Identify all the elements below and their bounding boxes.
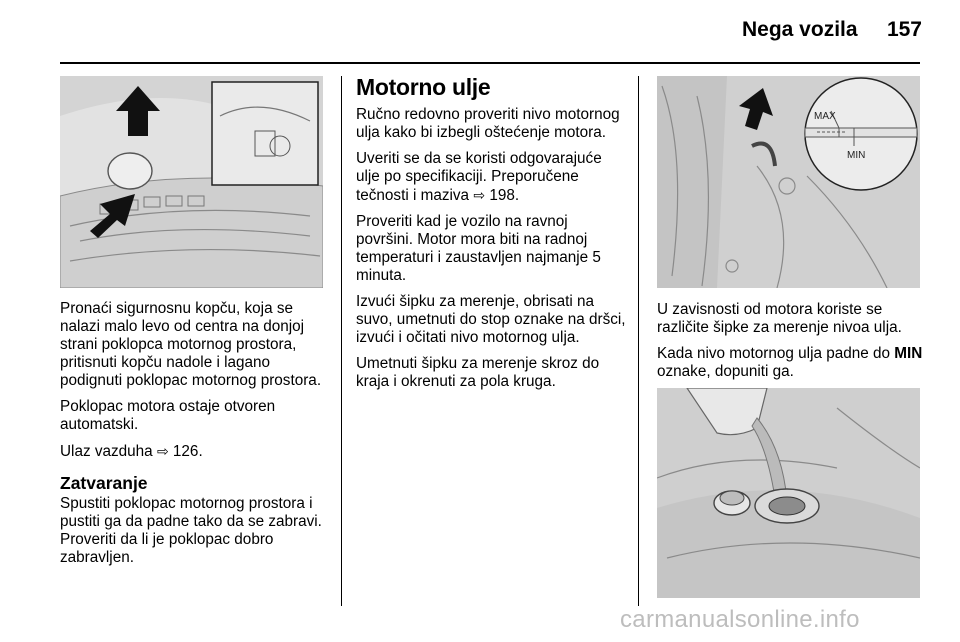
oil-check-paragraph: Ručno redovno proveriti nivo motornog ulja kako bi izbegli oštećenje motora.: [356, 106, 620, 141]
closing-paragraph: Spustiti poklopac motornog prostora i pustiti ga da padne tako da se zabravi. Proveriti da li je poklopac dobro zabravljen.: [60, 495, 322, 566]
oil-spec-paragraph: Uveriti se da se koristi odgovarajuće ulje po specifikaciji. Preporučene tečnosti i maziva ⇨ 198.: [356, 150, 602, 204]
column-divider-1: [341, 76, 342, 606]
closing-heading: Zatvaranje: [60, 473, 148, 493]
min-label: MIN: [894, 345, 923, 362]
refill-paragraph: Kada nivo motornog ulja padne do MIN oznake, dopuniti ga.: [657, 345, 923, 380]
dipstick-insert-paragraph: Umetnuti šipku za merenje skroz do kraja i okrenuti za pola kruga.: [356, 355, 600, 390]
dipstick-variants-paragraph: U zavisnosti od motora koriste se različite šipke za merenje nivoa ulja.: [657, 301, 902, 336]
watermark: carmanualsonline.info: [620, 606, 860, 633]
header-rule: [60, 62, 920, 64]
section-title: Nega vozila: [742, 18, 858, 41]
engine-oil-heading: Motorno ulje: [356, 74, 491, 100]
page-reference-arrow-icon: ⇨: [473, 187, 486, 203]
hood-stays-open-paragraph: Poklopac motora ostaje otvoren automatski.: [60, 398, 276, 433]
min-mark-label: MIN: [847, 150, 866, 161]
air-intake-paragraph: Ulaz vazduha ⇨ 126.: [60, 443, 203, 460]
dipstick-illustration: [657, 76, 920, 288]
hood-open-paragraph: Pronaći sigurnosnu kopču, koja se nalazi malo levo od centra na donjoj strani poklopca motornog prostora, pritisnuti kopču nadole i lagano podignuti poklopac motornog prostora.: [60, 300, 322, 389]
hood-release-illustration: [60, 76, 323, 288]
column-divider-2: [638, 76, 639, 606]
level-surface-paragraph: Proveriti kad je vozilo na ravnoj površini. Motor mora biti na radnoj temperaturi i zaustavljen najmanje 5 minuta.: [356, 213, 601, 284]
page-header: [742, 18, 922, 48]
max-mark-label: MAX: [814, 111, 836, 122]
page-number: 157: [886, 18, 922, 41]
dipstick-pull-paragraph: Izvući šipku za merenje, obrisati na suvo, umetnuti do stop oznake na dršci, izvući i očitati nivo motornog ulja.: [356, 293, 626, 346]
right-text-column: [657, 301, 925, 389]
left-text-column: [60, 300, 328, 575]
middle-text-column: [356, 74, 628, 399]
page-reference-link[interactable]: 198.: [489, 187, 520, 204]
page-reference-link[interactable]: 126.: [172, 443, 203, 460]
oil-refill-illustration: [657, 388, 920, 598]
page-reference-arrow-icon: ⇨: [156, 443, 169, 459]
